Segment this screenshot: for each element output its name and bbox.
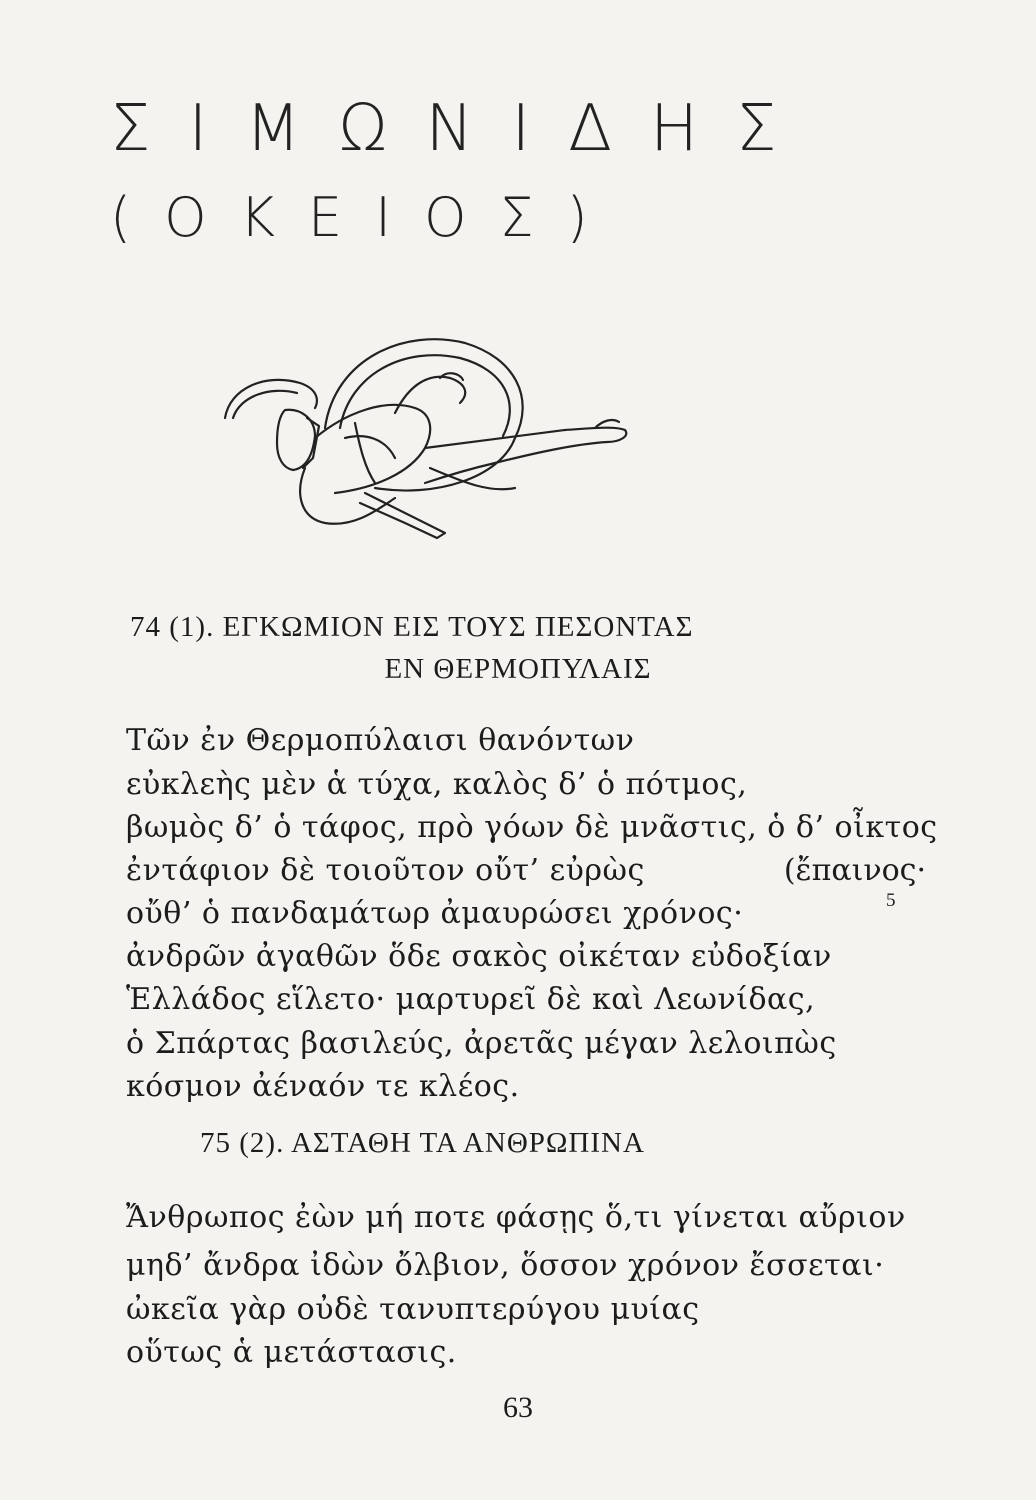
poem-74-line: οὔθ’ ὁ πανδαμάτωρ ἀμαυρώσει χρόνος· [126, 896, 744, 931]
poem-74-line: βωμὸς δ’ ὁ τάφος, πρὸ γόων δὲ μνᾶστις, ὁ δ’ οἶκτος [126, 810, 938, 845]
poem-74-line: ὁ Σπάρτας βασιλεύς, ἀρετᾶς μέγαν λελοιπὼς [126, 1026, 837, 1061]
warrior-with-shield-illustration [215, 318, 645, 548]
poem-75-line: ὠκεῖα γὰρ οὐδὲ τανυπτερύγου μυίας [126, 1292, 700, 1327]
poem-74-subheading: ΕΝ ΘΕΡΜΟΠΥΛΑΙΣ [384, 653, 652, 685]
poem-75-line: μηδ’ ἄνδρα ἰδὼν ὄλβιον, ὅσσον χρόνον ἔσσεται· [126, 1248, 885, 1283]
poem-74-line: Τῶν ἐν Θερμοπύλαισι θανόντων [126, 723, 635, 758]
poem-75-line: Ἄνθρωπος ἐὼν μή ποτε φάσῃς ὅ,τι γίνεται αὔριον [126, 1200, 906, 1235]
author-title: ΣΙΜΩΝΙΔΗΣ [110, 92, 815, 166]
line-number: 5 [886, 890, 896, 911]
poem-74-line: ἀνδρῶν ἀγαθῶν ὅδε σακὸς οἰκέταν εὐδοξίαν [126, 939, 832, 974]
poem-75-line: οὕτως ἁ μετάστασις. [126, 1335, 457, 1370]
poem-74-line: Ἑλλάδος εἵλετο· μαρτυρεῖ δὲ καὶ Λεωνίδας, [126, 982, 816, 1017]
poem-74-line-tail: (ἔπαινος· [783, 853, 926, 888]
poem-74-line: ἐντάφιον δὲ τοιοῦτον οὔτ’ εὐρὼς [126, 853, 645, 888]
poem-74-heading: 74 (1). ΕΓΚΩΜΙΟΝ ΕΙΣ ΤΟΥΣ ΠΕΣΟΝΤΑΣ [130, 611, 694, 643]
poem-74-line: εὐκλεὴς μὲν ἁ τύχα, καλὸς δ’ ὁ πότμος, [126, 767, 748, 802]
page-number: 63 [503, 1391, 533, 1424]
poem-74-line: κόσμον ἀέναόν τε κλέος. [126, 1069, 520, 1104]
author-origin: (ΟΚΕΙΟΣ) [110, 186, 621, 249]
poem-75-heading: 75 (2). ΑΣΤΑΘΗ ΤΑ ΑΝΘΡΩΠΙΝΑ [200, 1127, 645, 1159]
